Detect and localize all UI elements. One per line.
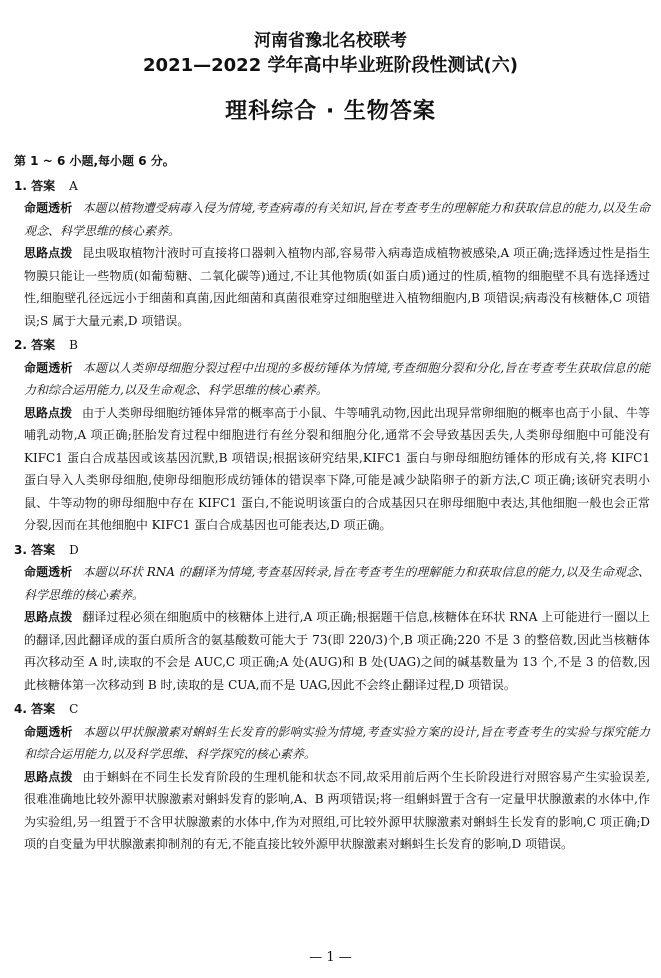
tip-paragraph [14, 766, 650, 856]
question-answer-heading [14, 175, 650, 198]
answer-letter: B [69, 338, 78, 352]
analysis-paragraph [14, 357, 650, 402]
question-number: 1. 答案 [14, 178, 56, 193]
tip-tag: 思路点拨 [24, 246, 73, 260]
tip-paragraph [14, 402, 650, 537]
question-answer-heading [14, 334, 650, 357]
tip-paragraph [14, 606, 650, 696]
answer-letter: D [69, 542, 79, 557]
question-answer-heading [14, 698, 650, 721]
page-number: — 1 — [309, 950, 352, 965]
tip-tag: 思路点拨 [24, 769, 73, 784]
question-block [14, 539, 650, 697]
tip-text: 昆虫吸取植物汁液时可直接将口器刺入植物内部,容易带入病毒造成植物被感染,A 项正确;选择透过性是指生物膜只能让一些物质(如葡萄糖、二氧化碳等)通过,不让其他物质(如蛋白质)通过的性质,植物的细胞壁不具有选择透过性,细胞壁孔径远远小于细菌和真菌,因此细菌和真菌很难穿过细胞壁进入植物细胞内,B 项错误;病毒没有核糖体,C 项错误;S 属于大量元素,D 项错误。 [24, 246, 650, 328]
analysis-paragraph [14, 721, 650, 766]
subject-title: 理科综合 · 生物答案 [225, 99, 436, 124]
tip-tag: 思路点拨 [24, 405, 73, 420]
question-answer-heading [14, 539, 650, 562]
analysis-tag: 命题透析 [24, 201, 73, 215]
analysis-text: 本题以甲状腺激素对蝌蚪生长发育的影响实验为情境,考查实验方案的设计,旨在考查考生的实验与探究能力和综合运用能力,以及科学思维、科学探究的核心素养。 [24, 724, 650, 761]
exam-organizer-title: 河南省豫北名校联考 [254, 31, 407, 51]
tip-text: 由于人类卵母细胞纺锤体异常的概率高于小鼠、牛等哺乳动物,因此出现异常卵细胞的概率也高于小鼠、牛等哺乳动物,A 项正确;胚胎发育过程中细胞进行有丝分裂和细胞分化,通常不会导致基因丢失,人类卵母细胞中可能没有 KIFC1 蛋白合成基因或该基因沉默,B 项错误;根据该研究结果,KIFC1 蛋白与卵母细胞纺锤体的形成有关,将 KIFC1 蛋白导入人类卵母细胞,使卵母细胞形成纺锤体的错误率下降,可能是减少缺陷卵子的新方法,C 项正确;该研究表明小鼠、牛等动物的卵母细胞中存在 KIFC1 蛋白,不能说明该蛋白的合成基因只在卵母细胞中表达,其他细胞一般也会正常分裂,因而在其他细胞中 KIFC1 蛋白合成基因也可能表达,D 项正确。 [24, 405, 650, 532]
tip-tag: 思路点拨 [24, 610, 73, 624]
analysis-text: 本题以植物遭受病毒入侵为情境,考查病毒的有关知识,旨在考查考生的理解能力和获取信息的能力,以及生命观念、科学思维的核心素养。 [24, 201, 650, 238]
exam-name-title: 2021—2022 学年高中毕业班阶段性测试(六) [143, 55, 518, 76]
analysis-text: 本题以人类卵母细胞分裂过程中出现的多极纺锤体为情境,考查细胞分裂和分化,旨在考查考生获取信息的能力和综合运用能力,以及生命观念、科学思维的核心素养。 [24, 360, 650, 397]
question-number: 4. 答案 [14, 702, 56, 716]
analysis-tag: 命题透析 [24, 565, 73, 579]
question-block [14, 698, 650, 856]
analysis-text: 本题以环状 RNA 的翻译为情境,考查基因转录,旨在考查考生的理解能力和获取信息的能力,以及生命观念、科学思维的核心素养。 [24, 565, 650, 602]
question-block [14, 175, 650, 333]
analysis-tag: 命题透析 [24, 360, 73, 375]
answer-content [14, 150, 650, 856]
question-number: 3. 答案 [14, 542, 56, 557]
question-number: 2. 答案 [14, 338, 56, 352]
answer-letter: C [69, 702, 79, 716]
scoring-intro: 第 1 ~ 6 小题,每小题 6 分。 [14, 154, 175, 168]
analysis-paragraph [14, 197, 650, 242]
tip-text: 翻译过程必须在细胞质中的核糖体上进行,A 项正确;根据题干信息,核糖体在环状 RNA 上可能进行一圈以上的翻译,因此翻译成的蛋白质所含的氨基酸数可能大于 73(即 220/3)个,B 项正确;220 不是 3 的整倍数,因此当核糖体再次移动至 A 时,读取的不会是 AUC,C 项正确;A 处(AUG)和 B 处(UAG)之间的碱基数量为 13 个,不是 3 的倍数,因此核糖体第一次移动到 B 时,读取的是 CUA,而不是 UAG,因此不会终止翻译过程,D 项错误。 [24, 610, 650, 692]
tip-paragraph [14, 242, 650, 332]
analysis-tag: 命题透析 [24, 724, 73, 739]
analysis-paragraph [14, 561, 650, 606]
tip-text: 由于蝌蚪在不同生长发育阶段的生理机能和状态不同,故采用前后两个生长阶段进行对照容易产生实验误差,很难准确地比较外源甲状腺激素对蝌蚪发育的影响,A、B 两项错误;将一组蝌蚪置于含有一定量甲状腺激素的水体中,作为实验组,另一组置于不含甲状腺激素的水体中,作为对照组,可比较外源甲状腺激素对蝌蚪生长发育的影响,C 项正确;D 项的自变量为甲状腺激素抑制剂的有无,不能直接比较外源甲状腺激素对蝌蚪生长发育的影响,D 项错误。 [24, 769, 650, 851]
answer-letter: A [69, 178, 78, 193]
question-block [14, 334, 650, 537]
